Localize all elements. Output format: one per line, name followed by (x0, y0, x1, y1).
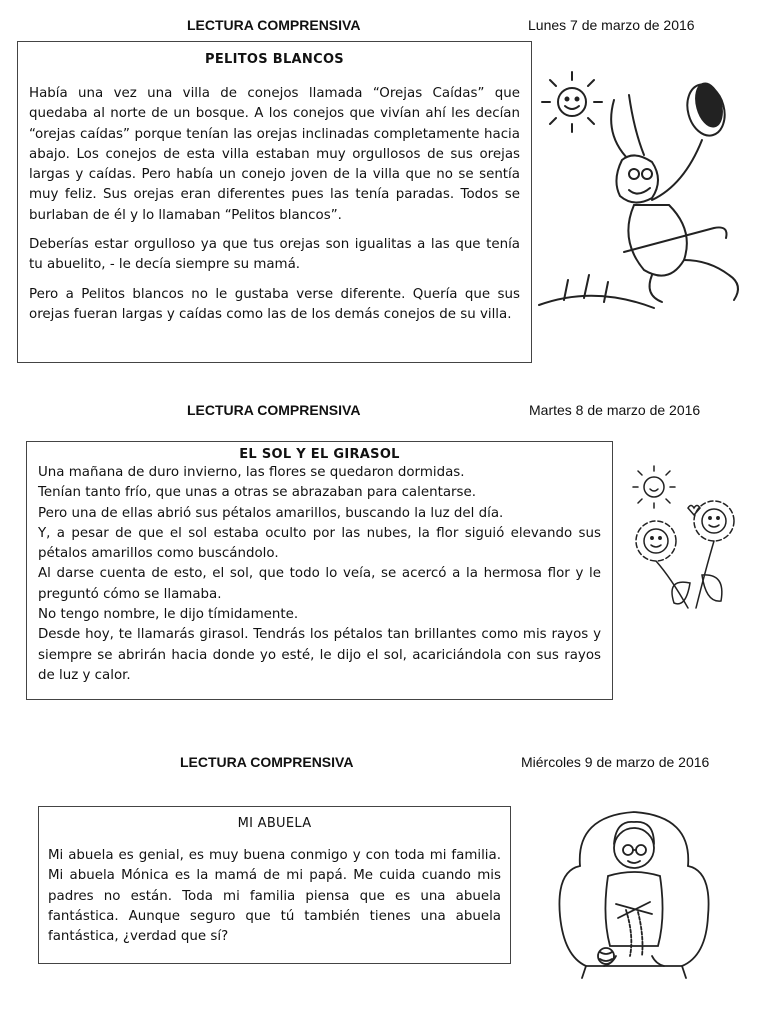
reading-paragraph: Tenían tanto frío, que unas a otras se abrazaban para calentarse. (38, 485, 477, 501)
reading-paragraph: Una mañana de duro invierno, las flores se quedaron dormidas. (38, 465, 465, 480)
grandmother-illustration (546, 806, 722, 980)
reading-box-el-sol-y-el-girasol (26, 441, 613, 700)
section-2-date: Martes 8 de marzo de 2016 (529, 402, 701, 418)
reading-paragraph: Desde hoy, te llamarás girasol. Tendrás los pétalos tan brillantes como mis rayos y siempre se abrirán hacia donde yo esté, le dijo el sol, acariciándola con sus rayos de luz y calor. (38, 627, 601, 683)
reading-paragraph: Al darse cuenta de esto, el sol, que todo lo veía, se acercó a la hermosa flor y le preguntó cómo se llamaba. (38, 566, 601, 602)
reading-paragraph: Pero a Pelitos blancos no le gustaba verse diferente. Quería que sus orejas fueran largas y caídas como las de los demás conejos de su villa. (29, 286, 520, 322)
reading-paragraph: Mi abuela es genial, es muy buena conmigo y con toda mi familia. Mi abuela Mónica es la mamá de mi papá. Me cuida cuando mis padres no están. Toda mi familia piensa que es una abuela fantástica. Aunque seguro que tú también tienes una abuela fantástica, ¿verdad que sí? (48, 848, 501, 945)
section-1-date: Lunes 7 de marzo de 2016 (528, 17, 695, 33)
section-3-header: LECTURA COMPRENSIVA (180, 754, 354, 770)
reading-title: EL SOL Y EL GIRASOL (239, 447, 400, 462)
reading-paragraph: No tengo nombre, le dijo tímidamente. (38, 607, 299, 623)
reading-title: PELITOS BLANCOS (205, 52, 344, 67)
rabbit-illustration (534, 70, 768, 310)
reading-box-mi-abuela (38, 806, 511, 964)
reading-paragraph: Pero una de ellas abrió sus pétalos amarillos, buscando la luz del día. (38, 505, 504, 521)
section-1-header: LECTURA COMPRENSIVA (187, 17, 361, 33)
reading-box-pelitos-blancos (17, 41, 532, 363)
sunflowers-illustration (626, 463, 748, 613)
reading-paragraph: Deberías estar orgulloso ya que tus orejas son igualitas a las que tenía tu abuelito, - le decía siempre su mamá. (29, 237, 520, 273)
reading-paragraph: Había una vez una villa de conejos llamada “Orejas Caídas” que quedaba al norte de un bosque. A los conejos que vivían ahí les decían “orejas caídas” porque tenían las orejas inclinadas completamente hacia abajo. Los conejos de esta villa estaban muy orgullosos de sus orejas largas y caídas. Pero había un conejo joven de la villa que no se sentía muy feliz. Sus orejas eran diferentes pues las tenía paradas. Todos se burlaban de él y lo llamaban “Pelitos blancos”. (29, 86, 520, 223)
reading-title: MI ABUELA (237, 816, 312, 831)
section-3-date: Miércoles 9 de marzo de 2016 (521, 754, 710, 770)
reading-paragraph: Y, a pesar de que el sol estaba oculto por las nubes, la flor siguió elevando sus pétalos amarillos como buscándolo. (38, 525, 601, 562)
section-2-header: LECTURA COMPRENSIVA (187, 402, 361, 418)
